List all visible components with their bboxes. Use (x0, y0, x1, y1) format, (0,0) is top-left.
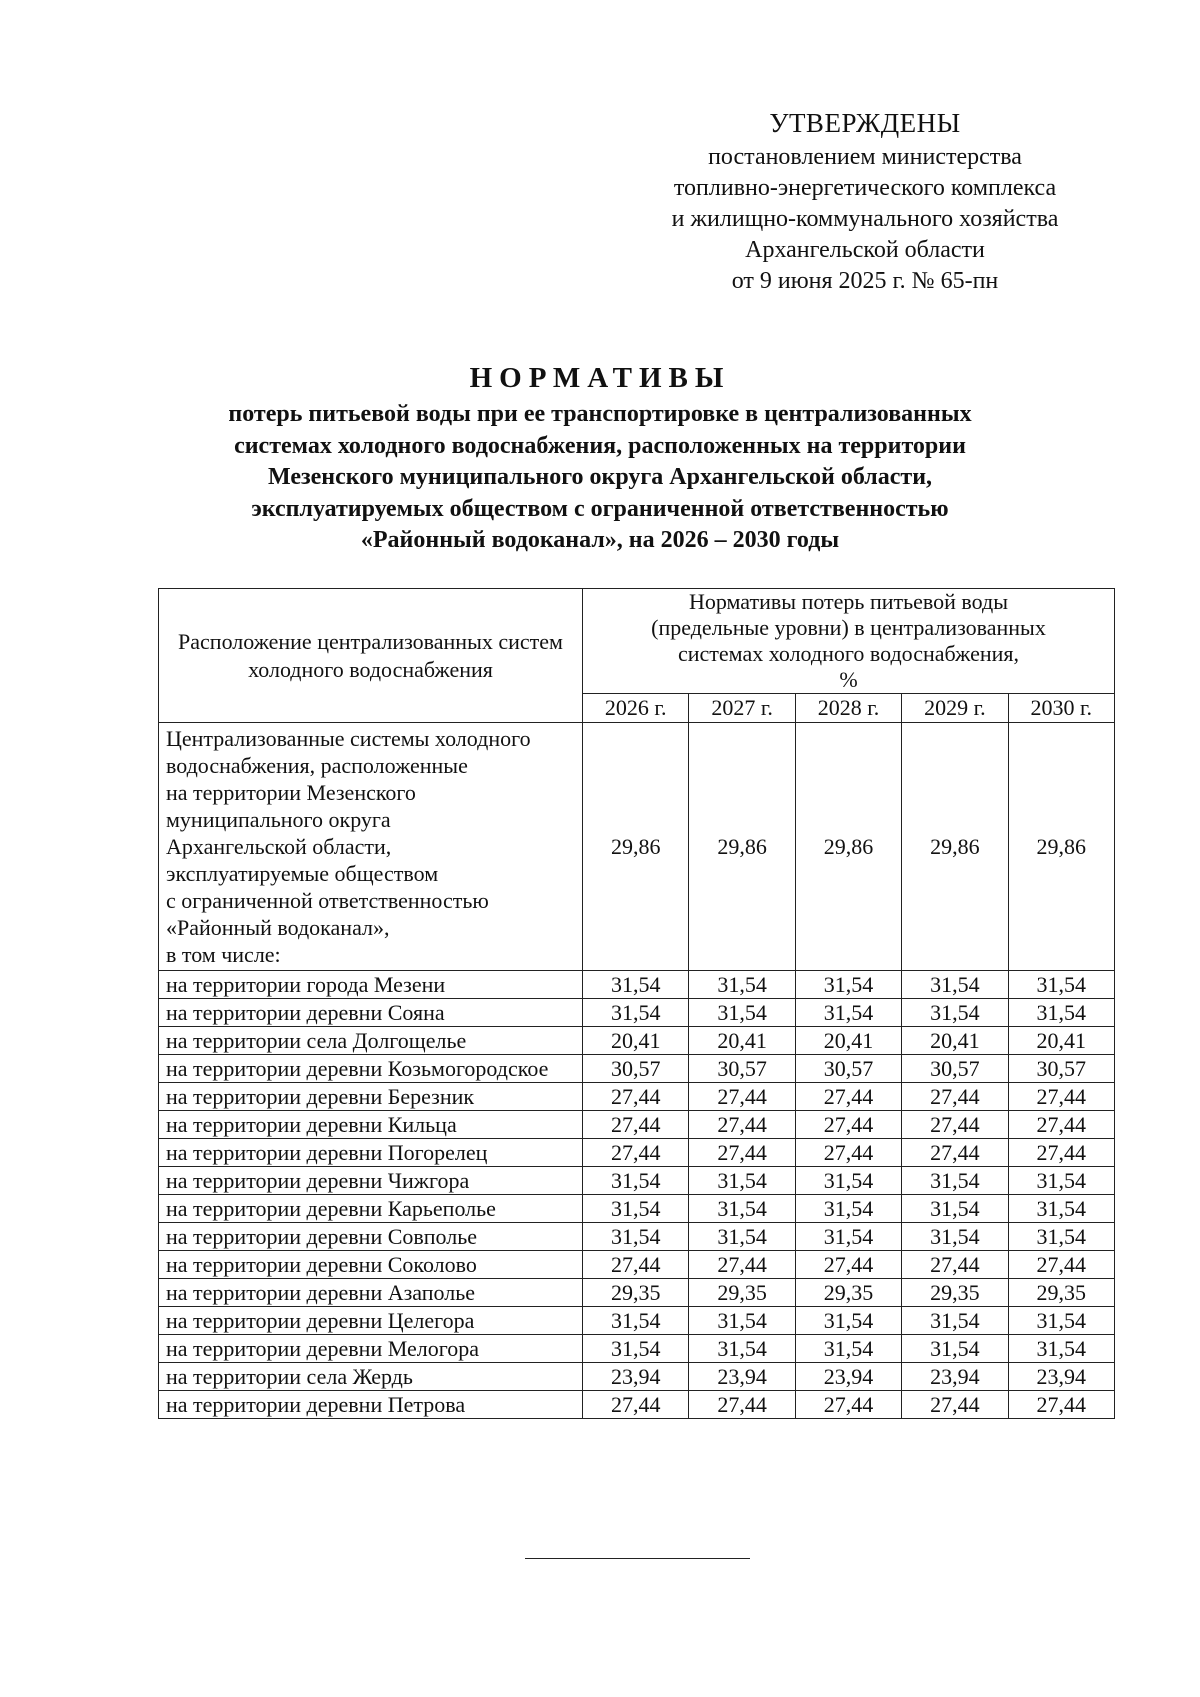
row-value: 29,35 (583, 1279, 689, 1307)
year-header: 2027 г. (689, 694, 795, 723)
row-name: на территории деревни Березник (159, 1083, 583, 1111)
approval-line: и жилищно-коммунального хозяйства (671, 206, 1059, 232)
row-value: 27,44 (795, 1391, 901, 1419)
row-value: 27,44 (583, 1111, 689, 1139)
row-name: на территории деревни Карьеполье (159, 1195, 583, 1223)
row-value: 27,44 (902, 1391, 1008, 1419)
table-row (159, 1335, 1115, 1363)
approval-line: топливно-энергетического комплекса (673, 175, 1057, 201)
header-location: Расположение централизованных систем холодного водоснабжения (159, 589, 583, 723)
row-value: 29,86 (902, 723, 1008, 971)
row-value: 27,44 (795, 1111, 901, 1139)
year-header: 2030 г. (1008, 694, 1114, 723)
row-value: 29,35 (689, 1279, 795, 1307)
row-value: 20,41 (1008, 1027, 1114, 1055)
row-name (159, 723, 583, 971)
row-name: на территории деревни Петрова (159, 1391, 583, 1419)
row-value: 31,54 (902, 971, 1008, 999)
row-value: 31,54 (689, 1335, 795, 1363)
row-value: 31,54 (1008, 1307, 1114, 1335)
approval-heading: УТВЕРЖДЕНЫ (769, 108, 961, 138)
row-name: на территории деревни Сояна (159, 999, 583, 1027)
row-name-line: Архангельской области, (166, 834, 392, 859)
row-value: 31,54 (795, 1223, 901, 1251)
table-row (159, 1391, 1115, 1419)
row-value: 31,54 (583, 1167, 689, 1195)
row-value: 30,57 (902, 1055, 1008, 1083)
row-value: 29,86 (583, 723, 689, 971)
row-value: 31,54 (583, 1195, 689, 1223)
table-row (159, 1363, 1115, 1391)
row-value: 29,86 (1008, 723, 1114, 971)
row-value: 30,57 (583, 1055, 689, 1083)
row-value: 31,54 (902, 1335, 1008, 1363)
title-line: «Районный водоканал», на 2026 – 2030 годы (360, 527, 840, 553)
row-value: 31,54 (1008, 1335, 1114, 1363)
row-value: 31,54 (1008, 999, 1114, 1027)
table-row (159, 1027, 1115, 1055)
table-row (159, 1055, 1115, 1083)
table-row (159, 1223, 1115, 1251)
row-name-line: водоснабжения, расположенные (166, 753, 468, 778)
row-value: 31,54 (902, 1307, 1008, 1335)
row-value: 20,41 (583, 1027, 689, 1055)
row-value: 30,57 (1008, 1055, 1114, 1083)
header-norms-unit: % (839, 667, 858, 692)
row-value: 27,44 (902, 1111, 1008, 1139)
title-line: системах холодного водоснабжения, расположенных на территории (234, 432, 966, 459)
title-line: Мезенского муниципального округа Архангельской области, (267, 464, 933, 490)
row-value: 31,54 (1008, 971, 1114, 999)
row-value: 27,44 (1008, 1083, 1114, 1111)
header-norms-line: (предельные уровни) в централизованных (651, 615, 1046, 640)
row-value: 31,54 (795, 1167, 901, 1195)
row-value: 27,44 (583, 1139, 689, 1167)
row-value: 31,54 (583, 1307, 689, 1335)
row-value: 30,57 (689, 1055, 795, 1083)
row-value: 23,94 (583, 1363, 689, 1391)
row-name: на территории села Долгощелье (159, 1027, 583, 1055)
row-value: 27,44 (795, 1251, 901, 1279)
row-value: 27,44 (902, 1083, 1008, 1111)
row-value: 27,44 (902, 1139, 1008, 1167)
row-value: 20,41 (795, 1027, 901, 1055)
row-name-line: Централизованные системы холодного (166, 726, 531, 751)
row-value: 23,94 (689, 1363, 795, 1391)
row-name-line: «Районный водоканал», (166, 915, 390, 940)
title-line: потерь питьевой воды при ее транспортировке в централизованных (228, 401, 972, 427)
table-row-total (159, 723, 1115, 971)
row-name: на территории деревни Чижгора (159, 1167, 583, 1195)
row-value: 29,86 (795, 723, 901, 971)
row-value: 31,54 (1008, 1223, 1114, 1251)
document-title (150, 360, 1050, 557)
row-value: 31,54 (1008, 1195, 1114, 1223)
table-row (159, 1139, 1115, 1167)
table-row (159, 1279, 1115, 1307)
row-value: 31,54 (1008, 1167, 1114, 1195)
row-name: на территории деревни Целегора (159, 1307, 583, 1335)
row-name: на территории деревни Соколово (159, 1251, 583, 1279)
year-header: 2029 г. (902, 694, 1008, 723)
table-row (159, 1083, 1115, 1111)
table-row (159, 1111, 1115, 1139)
row-value: 20,41 (902, 1027, 1008, 1055)
row-value: 31,54 (902, 999, 1008, 1027)
row-value: 27,44 (1008, 1111, 1114, 1139)
row-name: на территории деревни Погорелец (159, 1139, 583, 1167)
row-value: 23,94 (902, 1363, 1008, 1391)
row-value: 31,54 (795, 1307, 901, 1335)
approval-line: Архангельской области (745, 237, 985, 263)
row-value: 31,54 (689, 1195, 795, 1223)
row-name: на территории города Мезени (159, 971, 583, 999)
row-value: 27,44 (583, 1391, 689, 1419)
row-value: 23,94 (1008, 1363, 1114, 1391)
table-header-row (159, 589, 1115, 694)
row-value: 31,54 (583, 999, 689, 1027)
row-value: 31,54 (795, 1195, 901, 1223)
table-row (159, 1195, 1115, 1223)
row-value: 31,54 (902, 1223, 1008, 1251)
row-value: 31,54 (902, 1167, 1008, 1195)
title-main: НОРМАТИВЫ (469, 362, 731, 394)
row-value: 31,54 (689, 1167, 795, 1195)
row-value: 27,44 (795, 1083, 901, 1111)
table-row (159, 1307, 1115, 1335)
row-name-line: эксплуатируемые обществом (166, 861, 439, 886)
row-value: 31,54 (583, 1335, 689, 1363)
table-row (159, 971, 1115, 999)
row-value: 31,54 (689, 971, 795, 999)
row-value: 31,54 (689, 999, 795, 1027)
row-value: 31,54 (689, 1307, 795, 1335)
row-value: 27,44 (1008, 1391, 1114, 1419)
row-value: 29,35 (795, 1279, 901, 1307)
row-value: 29,35 (1008, 1279, 1114, 1307)
table-row (159, 1251, 1115, 1279)
row-name-line: на территории Мезенского (166, 780, 416, 805)
row-value: 27,44 (795, 1139, 901, 1167)
row-value: 27,44 (583, 1083, 689, 1111)
row-value: 27,44 (689, 1251, 795, 1279)
row-value: 27,44 (689, 1083, 795, 1111)
norms-table (158, 588, 1115, 1419)
row-value: 27,44 (689, 1139, 795, 1167)
row-value: 29,86 (689, 723, 795, 971)
row-value: 27,44 (902, 1251, 1008, 1279)
row-value: 31,54 (583, 1223, 689, 1251)
row-name: на территории деревни Козьмогородское (159, 1055, 583, 1083)
title-line: эксплуатируемых обществом с ограниченной ответственностью (251, 495, 949, 522)
row-value: 23,94 (795, 1363, 901, 1391)
row-value: 27,44 (1008, 1139, 1114, 1167)
row-value: 31,54 (902, 1195, 1008, 1223)
row-name: на территории деревни Мелогора (159, 1335, 583, 1363)
table-row (159, 999, 1115, 1027)
row-name: на территории деревни Кильца (159, 1111, 583, 1139)
row-value: 29,35 (902, 1279, 1008, 1307)
row-name-line: муниципального округа (166, 807, 391, 832)
year-header: 2028 г. (795, 694, 901, 723)
end-divider (525, 1558, 750, 1559)
row-name: на территории деревни Совполье (159, 1223, 583, 1251)
row-value: 31,54 (795, 999, 901, 1027)
header-norms (583, 589, 1115, 694)
row-value: 31,54 (795, 1335, 901, 1363)
row-name-line: с ограниченной ответственностью (166, 888, 489, 913)
approval-date-line: от 9 июня 2025 г. № 65-пн (731, 268, 999, 294)
row-value: 31,54 (583, 971, 689, 999)
row-value: 30,57 (795, 1055, 901, 1083)
approval-line: постановлением министерства (708, 144, 1022, 170)
approval-block (640, 108, 1090, 297)
row-value: 31,54 (689, 1223, 795, 1251)
row-name: на территории села Жердь (159, 1363, 583, 1391)
year-header: 2026 г. (583, 694, 689, 723)
row-value: 27,44 (689, 1111, 795, 1139)
header-norms-line: системах холодного водоснабжения, (677, 641, 1019, 666)
row-value: 31,54 (795, 971, 901, 999)
row-value: 27,44 (583, 1251, 689, 1279)
row-value: 27,44 (1008, 1251, 1114, 1279)
row-value: 20,41 (689, 1027, 795, 1055)
header-norms-line: Нормативы потерь питьевой воды (688, 589, 1009, 614)
table-row (159, 1167, 1115, 1195)
row-name: на территории деревни Азаполье (159, 1279, 583, 1307)
row-name-line: в том числе: (166, 942, 281, 967)
row-value: 27,44 (689, 1391, 795, 1419)
